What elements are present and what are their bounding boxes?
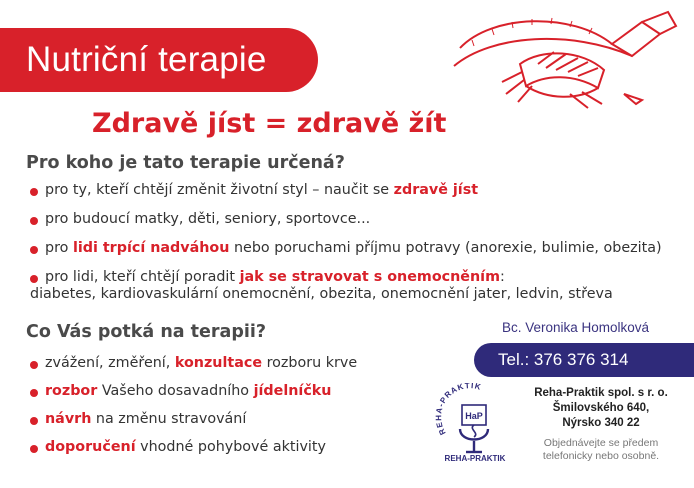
measuring-tape-illustration-icon: [342, 4, 694, 114]
section-heading-who: Pro koho je tato terapie určená?: [26, 153, 345, 173]
logo-arc-text: REHA-PRAKTIK: [434, 383, 483, 437]
target-group-list: [30, 182, 662, 302]
list-item: pro ty, kteří chtějí změnit životní styl – naučit se zdravě jíst: [30, 182, 662, 211]
section-heading-what: Co Vás potká na terapii?: [26, 322, 267, 342]
list-item: pro lidi, kteří chtějí poradit jak se stravovat s onemocněním: diabetes, kardiovaskulární onemocnění, obezita, onemocnění jater, ledvin, střeva: [30, 269, 662, 302]
list-item-continuation: diabetes, kardiovaskulární onemocnění, obezita, onemocnění jater, ledvin, střeva: [30, 286, 613, 302]
list-item: pro lidi trpící nadváhou nebo poruchami příjmu potravy (anorexie, bulimie, obezita): [30, 240, 662, 269]
list-item: pro budoucí matky, děti, seniory, sportovce...: [30, 211, 662, 240]
svg-text:REHA-PRAKTIK: [434, 383, 482, 436]
list-item: návrh na změnu stravování: [30, 411, 357, 439]
therapy-steps-list: [30, 355, 357, 467]
reha-praktik-logo-icon: [432, 383, 512, 465]
slogan: Zdravě jíst = zdravě žít: [92, 108, 447, 139]
title-banner: [0, 28, 318, 92]
list-item: rozbor Vašeho dosavadního jídelníčku: [30, 383, 357, 411]
therapist-name: Bc. Veronika Homolková: [502, 320, 650, 335]
page-title: Nutriční terapie: [26, 40, 267, 79]
list-item: doporučení vhodné pohybové aktivity: [30, 439, 357, 467]
phone-bar: [474, 343, 694, 377]
appointment-note: Objednávejte se předem telefonicky nebo osobně.: [542, 437, 660, 462]
company-address: Reha-Praktik spol. s r. o. Šmilovského 640, Nýrsko 340 22: [534, 387, 668, 429]
logo-monogram: HaP: [465, 411, 483, 421]
list-item: zvážení, změření, konzultace rozboru krve: [30, 355, 357, 383]
phone-number: Tel.: 376 376 314: [498, 350, 629, 369]
logo-label: REHA-PRAKTIK: [444, 454, 506, 463]
